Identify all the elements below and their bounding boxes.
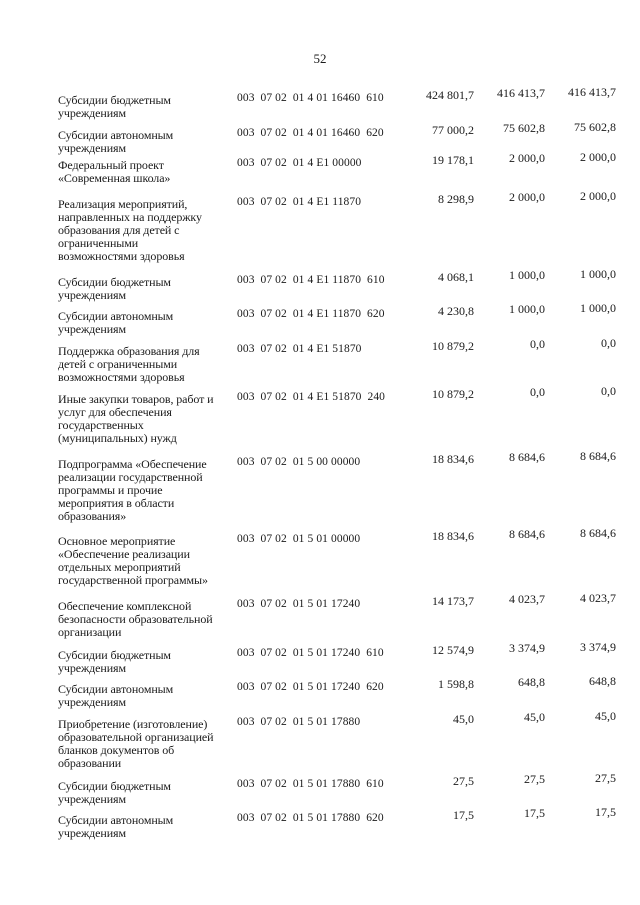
row-value-v2: 1 000,0 (509, 268, 545, 282)
row-value-v1: 424 801,7 (426, 88, 474, 102)
row-value-v2: 45,0 (524, 710, 545, 724)
row-value-v3: 45,0 (595, 709, 616, 723)
row-code: 003 07 02 01 5 01 17880 610 (237, 778, 384, 790)
row-value-v1: 18 834,6 (432, 452, 474, 466)
row-value-v1: 12 574,9 (432, 643, 474, 657)
row-value-v1: 10 879,2 (432, 387, 474, 401)
row-value-v2: 8 684,6 (509, 527, 545, 541)
row-code: 003 07 02 01 5 01 17240 610 (237, 647, 384, 659)
row-name: Подпрограмма «Обеспечение реализации государственной программы и прочие мероприятия в области образования» (58, 457, 207, 523)
row-code: 003 07 02 01 5 00 00000 (237, 456, 361, 468)
row-code: 003 07 02 01 5 01 17240 620 (237, 681, 384, 693)
row-name: Субсидии бюджетным учреждениям (58, 275, 171, 302)
row-name: Основное мероприятие «Обеспечение реализации отдельных мероприятий государственной программы» (58, 534, 208, 587)
row-value-v2: 27,5 (524, 772, 545, 786)
row-value-v2: 2 000,0 (509, 190, 545, 204)
row-value-v3: 648,8 (589, 674, 616, 688)
row-value-v3: 27,5 (595, 771, 616, 785)
row-value-v3: 1 000,0 (580, 301, 616, 315)
row-value-v3: 8 684,6 (580, 449, 616, 463)
row-value-v3: 17,5 (595, 805, 616, 819)
row-name: Федеральный проект «Современная школа» (58, 158, 171, 185)
row-value-v1: 8 298,9 (438, 192, 474, 206)
row-name: Субсидии бюджетным учреждениям (58, 93, 171, 120)
row-value-v2: 17,5 (524, 806, 545, 820)
row-code: 003 07 02 01 4 Е1 51870 240 (237, 391, 386, 403)
row-value-v2: 1 000,0 (509, 302, 545, 316)
row-value-v1: 19 178,1 (432, 153, 474, 167)
row-value-v3: 0,0 (601, 384, 616, 398)
row-code: 003 07 02 01 4 Е1 11870 610 (237, 274, 385, 286)
row-name: Иные закупки товаров, работ и услуг для обеспечения государственных (муниципальных) нужд (58, 392, 214, 445)
page-number: 52 (313, 51, 327, 66)
row-code: 003 07 02 01 4 01 16460 610 (237, 92, 384, 104)
row-code: 003 07 02 01 4 01 16460 620 (237, 127, 384, 139)
row-name: Субсидии бюджетным учреждениям (58, 779, 171, 806)
row-name: Субсидии автономным учреждениям (58, 813, 174, 840)
row-value-v1: 4 230,8 (438, 304, 474, 318)
row-value-v3: 1 000,0 (580, 267, 616, 281)
row-name: Субсидии автономным учреждениям (58, 128, 174, 155)
row-value-v3: 8 684,6 (580, 526, 616, 540)
row-code: 003 07 02 01 4 Е1 11870 (237, 196, 362, 208)
row-code: 003 07 02 01 5 01 00000 (237, 533, 361, 545)
row-name: Реализация мероприятий, направленных на поддержку образования для детей с ограниченными возможностями здоровья (58, 197, 202, 263)
row-code: 003 07 02 01 5 01 17880 (237, 716, 361, 728)
row-code: 003 07 02 01 4 Е1 11870 620 (237, 308, 385, 320)
row-value-v2: 416 413,7 (497, 86, 545, 100)
row-name: Субсидии бюджетным учреждениям (58, 648, 171, 675)
row-value-v3: 416 413,7 (568, 85, 616, 99)
row-value-v2: 3 374,9 (509, 641, 545, 655)
row-name: Поддержка образования для детей с ограниченными возможностями здоровья (58, 344, 200, 384)
row-value-v2: 4 023,7 (509, 592, 545, 606)
row-code: 003 07 02 01 4 Е1 51870 (237, 343, 362, 355)
row-code: 003 07 02 01 4 Е1 00000 (237, 157, 362, 169)
row-value-v3: 2 000,0 (580, 189, 616, 203)
row-value-v3: 0,0 (601, 336, 616, 350)
row-value-v1: 18 834,6 (432, 529, 474, 543)
row-value-v1: 1 598,8 (438, 677, 474, 691)
row-value-v2: 8 684,6 (509, 450, 545, 464)
row-value-v3: 2 000,0 (580, 150, 616, 164)
row-value-v1: 10 879,2 (432, 339, 474, 353)
row-value-v2: 0,0 (530, 337, 545, 351)
row-code: 003 07 02 01 5 01 17240 (237, 598, 361, 610)
row-value-v3: 75 602,8 (574, 120, 616, 134)
row-name: Приобретение (изготовление) образовательной организацией бланков документов об образовании (58, 717, 214, 770)
row-code: 003 07 02 01 5 01 17880 620 (237, 812, 384, 824)
row-value-v2: 75 602,8 (503, 121, 545, 135)
row-value-v2: 0,0 (530, 385, 545, 399)
row-value-v1: 14 173,7 (432, 594, 474, 608)
row-value-v1: 45,0 (453, 712, 474, 726)
row-value-v2: 648,8 (518, 675, 545, 689)
row-value-v1: 17,5 (453, 808, 474, 822)
row-value-v1: 77 000,2 (432, 123, 474, 137)
row-name: Обеспечение комплексной безопасности образовательной организации (58, 599, 213, 639)
row-value-v2: 2 000,0 (509, 151, 545, 165)
row-value-v3: 4 023,7 (580, 591, 616, 605)
row-value-v1: 27,5 (453, 774, 474, 788)
row-value-v3: 3 374,9 (580, 640, 616, 654)
row-value-v1: 4 068,1 (438, 270, 474, 284)
row-name: Субсидии автономным учреждениям (58, 309, 174, 336)
row-name: Субсидии автономным учреждениям (58, 682, 174, 709)
